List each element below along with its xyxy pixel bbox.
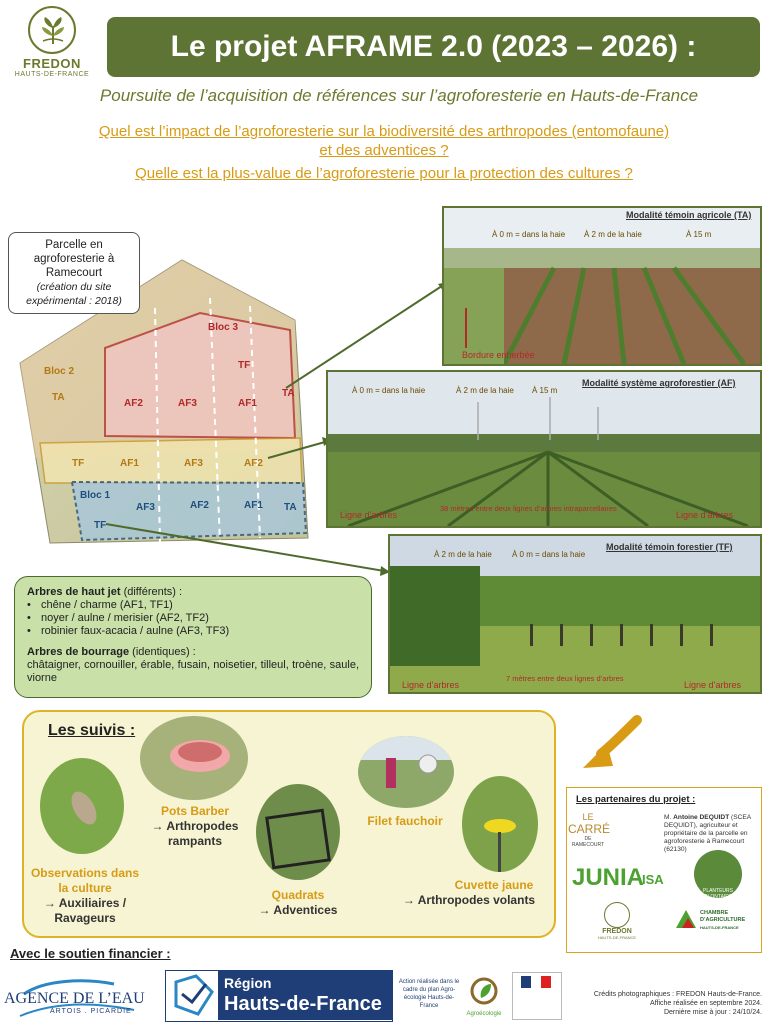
net-icon: [358, 736, 454, 808]
parcelle-caption: [8, 232, 140, 314]
map-label-af2-mid: AF2: [244, 458, 263, 469]
map-label-ta-left: TA: [52, 392, 65, 403]
suivi-observations-title: Observations dans la culture: [30, 866, 140, 895]
agroecologie-icon: [469, 976, 499, 1006]
photo-pots-barber: [140, 716, 248, 800]
credits-photos: Crédits photographiques : FREDON Hauts-de-France.: [593, 991, 762, 998]
photo-tf-distance: 7 mètres entre deux lignes d’arbres: [506, 674, 624, 683]
photo-tf-2m: À 2 m de la haie: [434, 550, 492, 559]
photo-af-image: [328, 372, 760, 526]
photo-quadrats: [256, 784, 340, 880]
chambre-line-b: D’AGRICULTURE: [700, 917, 746, 923]
carre-ramecourt-logo: [568, 812, 611, 862]
suivi-cuvette-jaune: [384, 878, 554, 908]
page-subtitle: Poursuite de l’acquisition de références sur l’agroforesterie en Hauts-de-France: [99, 86, 699, 105]
photo-ta-2m: À 2 m de la haie: [584, 230, 642, 239]
map-label-af1-bot: AF1: [244, 500, 263, 511]
photo-tf-right-line: Ligne d’arbres: [684, 680, 742, 690]
suivi-quadrats: [250, 888, 346, 918]
photo-observations: [40, 758, 124, 854]
photo-tf-left-line: Ligne d’arbres: [402, 680, 460, 690]
haut-jet-title: Arbres de haut jet: [27, 586, 121, 598]
chambre-line-c: HAUTS-DE-FRANCE: [700, 925, 739, 930]
question-2: Quelle est la plus-value de l’agroforesterie pour la protection des cultures ?: [135, 165, 633, 182]
agence-region: ARTOIS . PICARDIE: [50, 1008, 132, 1015]
suivi-cuvette-jaune-title: Cuvette jaune: [454, 878, 534, 892]
bourrage-title: Arbres de bourrage: [27, 646, 130, 658]
bourrage-heading: [27, 646, 359, 659]
trees-panel: [14, 576, 372, 698]
chambre-line-a: CHAMBRE: [700, 910, 729, 916]
photo-ta-0m: À 0 m = dans la haie: [492, 230, 566, 239]
flag-icon: [513, 973, 561, 993]
agence-eau-logo: [4, 972, 162, 1020]
bourrage-list: châtaigner, cornouiller, érable, fusain, noisetier, tilleul, troène, saule, viorne: [27, 659, 359, 684]
map-label-af3-bot: AF3: [136, 502, 155, 513]
planteurs-volontaires-logo: [694, 850, 742, 898]
suivi-pots-barber-title: Pots Barber: [160, 804, 230, 818]
suivi-observations-detail: → Auxiliaires / Ravageurs: [43, 896, 127, 925]
junia-logo: JUNIA: [572, 864, 645, 891]
map-label-af3-top: AF3: [178, 398, 197, 409]
photo-tf-image: [390, 536, 760, 692]
parcelle-title: Parcelle en agroforesterie à Ramecourt: [33, 239, 115, 279]
photo-ta-15m: À 15 m: [686, 230, 712, 239]
region-mark-icon: [168, 972, 218, 1020]
bourrage-note: (identiques) :: [129, 646, 196, 658]
isa-logo: ISA: [642, 872, 664, 887]
credits-update: Dernière mise à jour : 24/10/24.: [663, 1009, 762, 1016]
photo-af-0m: À 0 m = dans la haie: [352, 386, 426, 395]
fredon-partner-sub: HAUTS-DE-FRANCE: [597, 935, 637, 940]
list-item: • noyer / aulne / merisier (AF2, TF2): [27, 612, 359, 625]
trap-icon: [140, 716, 248, 800]
carre-logo-a: LE: [582, 812, 594, 822]
photo-af-left-line: Ligne d’arbres: [340, 510, 398, 520]
partner-name: Antoine DEQUIDT: [673, 814, 730, 821]
question-1-line-1: Quel est l’impact de l’agroforesterie sur la biodiversité des arthropodes (entomofaune): [98, 123, 670, 140]
agence-name: AGENCE DE L’EAU: [4, 990, 145, 1007]
list-item: • robinier faux-acacia / aulne (AF3, TF3): [27, 625, 359, 638]
carre-logo-c: DE RAMECOURT: [571, 836, 605, 848]
map-label-bloc2: Bloc 2: [44, 366, 75, 377]
region-name-block: [218, 971, 392, 1020]
map-label-af1-mid: AF1: [120, 458, 139, 469]
page-title: Le projet AFRAME 2.0 (2023 – 2026) :: [107, 17, 760, 77]
suivi-observations: [30, 866, 140, 926]
haut-jet-note: (différents) :: [120, 586, 183, 598]
photo-tf-title: Modalité témoin forestier (TF): [606, 542, 733, 552]
agroecologie-text: Agroécologie: [466, 1011, 502, 1017]
ministere-logo: [512, 972, 562, 1020]
chambre-logo-icon: [674, 908, 698, 930]
arrow-down-icon: [575, 714, 645, 774]
funding-title: Avec le soutien financier :: [10, 946, 171, 961]
photo-tf-0m: À 0 m = dans la haie: [512, 550, 586, 559]
partners-title: Les partenaires du projet :: [576, 794, 696, 805]
map-label-tf-top: TF: [238, 360, 251, 371]
question-1-line-2: et des adventices ?: [319, 142, 449, 159]
map-label-ta-bot: TA: [284, 502, 297, 513]
list-item: • chêne / charme (AF1, TF1): [27, 599, 359, 612]
photo-ta-bordure: Bordure enherbée: [462, 350, 535, 360]
suivi-quadrats-title: Quadrats: [271, 888, 325, 902]
photo-filet-fauchoir: [358, 736, 454, 808]
suivi-pots-barber: [140, 804, 250, 849]
quadrat-icon: [256, 784, 340, 880]
action-text: Action réalisée dans le cadre du plan Agro-écologie Hauts-de-France: [398, 979, 460, 1009]
suivi-cuvette-jaune-detail: → Arthropodes volants: [402, 893, 536, 907]
insect-icon: [40, 758, 124, 854]
credits-date: Affiche réalisée en septembre 2024.: [650, 1000, 762, 1007]
map-label-af2-bot: AF2: [190, 500, 209, 511]
partner-text-suffix: (SCEA DEQUIDT), agriculteur et propriétaire de la parcelle en agroforesterie à Ramecourt (62130): [664, 814, 751, 853]
suivi-filet-fauchoir: [350, 814, 460, 829]
photo-af-2m: À 2 m de la haie: [456, 386, 514, 395]
fredon-partner-name: FREDON: [602, 928, 632, 935]
photo-ta-title: Modalité témoin agricole (TA): [626, 210, 752, 220]
fredon-partner-logo: [594, 902, 640, 940]
carre-logo-b: CARRÉ: [568, 822, 611, 836]
map-label-af2-top: AF2: [124, 398, 143, 409]
map-label-bloc3: Bloc 3: [208, 322, 239, 333]
planteurs-logo-text: PLANTEURS VOLONTAIRES: [700, 888, 736, 900]
suivi-pots-barber-detail: → Arthropodes rampants: [151, 819, 239, 848]
photo-cuvette-jaune: [462, 776, 538, 872]
logo-name: FREDON: [23, 56, 81, 71]
region-hdf-logo: [165, 970, 393, 1022]
map-label-bloc1: Bloc 1: [80, 490, 111, 501]
map-label-af1-top: AF1: [238, 398, 257, 409]
haut-jet-list: [27, 599, 359, 638]
logo-sub: HAUTS-DE-FRANCE: [14, 71, 90, 78]
map-label-tf-bot: TF: [94, 520, 107, 531]
leaf-icon: [604, 902, 630, 928]
region-label: Région: [224, 975, 272, 991]
yellow-trap-icon: [462, 776, 538, 872]
haut-jet-heading: [27, 586, 359, 599]
suivis-title: Les suivis :: [48, 722, 136, 739]
suivi-quadrats-detail: → Adventices: [258, 903, 338, 917]
photo-af-title: Modalité système agroforestier (AF): [582, 378, 736, 388]
parcelle-note: (création du site expérimental : 2018): [26, 281, 122, 307]
map-label-af3-mid: AF3: [184, 458, 203, 469]
credits: [560, 990, 762, 1017]
suivi-filet-fauchoir-title: Filet fauchoir: [367, 814, 443, 828]
map-label-ta-right: TA: [282, 388, 295, 399]
photo-af-distance: 38 mètres entre deux lignes d’arbres intraparcellaires: [440, 504, 617, 513]
map-label-tf-mid: TF: [72, 458, 85, 469]
agroecologie-logo: [462, 976, 506, 1020]
partner-text-prefix: M.: [664, 814, 674, 821]
partner-farmer-text: [664, 814, 759, 854]
photo-af-15m: À 15 m: [532, 386, 558, 395]
region-name: Hauts-de-France: [224, 993, 382, 1015]
photo-af-right-line: Ligne d’arbres: [676, 510, 734, 520]
